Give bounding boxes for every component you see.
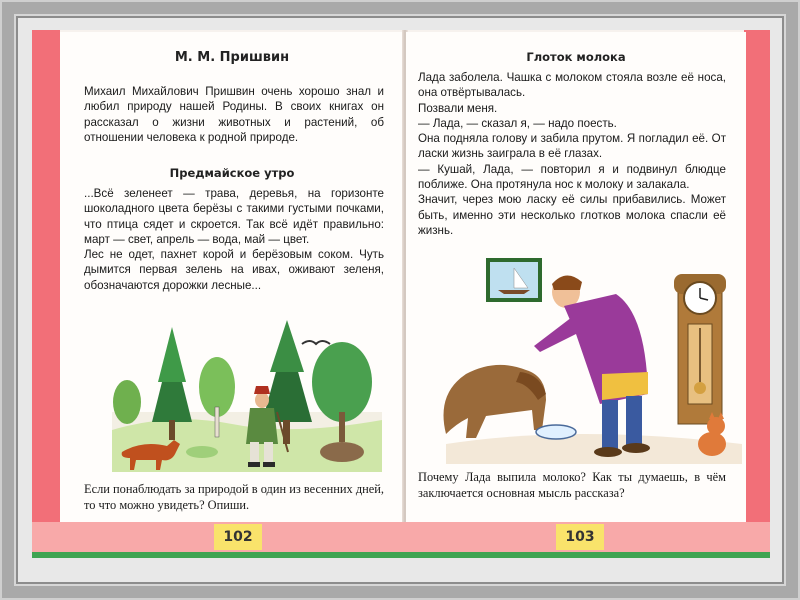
question-right: Почему Лада выпила молоко? Как ты думаешь, в чём заключается основная мысль рассказа? — [418, 470, 726, 500]
page-number-left: 102 — [214, 524, 262, 550]
boy-and-dog-illustration — [416, 254, 742, 464]
green-stripe — [32, 552, 770, 558]
textbook-spread — [32, 30, 770, 558]
spring-forest-illustration — [112, 312, 382, 472]
question-left: Если понаблюдать за природой в один из весенних дней, то что можно увидеть? Опиши. — [84, 482, 384, 512]
story-text-left: ...Всё зеленеет — трава, деревья, на горизонте шоколадного цвета берёзы с такими густыми почками, что птица сядет и скроется. Так всё идёт правильно: март — свет, апрель — вода, май — цвет. Лес не одет, пахнет корой и берёзовым соком. Чуть дымится первая зелень на ивах, оживают зеленя, обозначаются дорожки лесные... — [84, 187, 384, 292]
author-title: М. М. Пришвин — [174, 50, 290, 65]
left-page — [60, 32, 404, 522]
story-text-right: Лада заболела. Чашка с молоком стояла возле её носа, она отвёртывалась. Позвали меня. — Лада, — сказал я, — надо поесть. Она подняла голову и забила прутом. Я погладил её. От ласки жизнь заиграла в её глазах. — Кушай, Лада, — повторил я и подвинул блюдце поближе. Она протянула нос к молоку и залакала. Значит, через мою ласку её силы прибавились. Может быть, именно эти несколько глотков молока спасли её жизнь. — [418, 71, 726, 237]
page-number-right: 103 — [556, 524, 604, 550]
author-intro: Михаил Михайлович Пришвин очень хорошо знал и любил природу нашей Родины. В своих книгах он рассказал о жизни животных и растений, об отношении человека к родной природе. — [84, 85, 384, 144]
left-side-band — [32, 30, 60, 558]
story-title-right: Глоток молока — [526, 50, 626, 64]
right-side-band — [744, 30, 770, 558]
right-page — [406, 32, 746, 522]
story-title-left: Предмайское утро — [169, 166, 295, 180]
